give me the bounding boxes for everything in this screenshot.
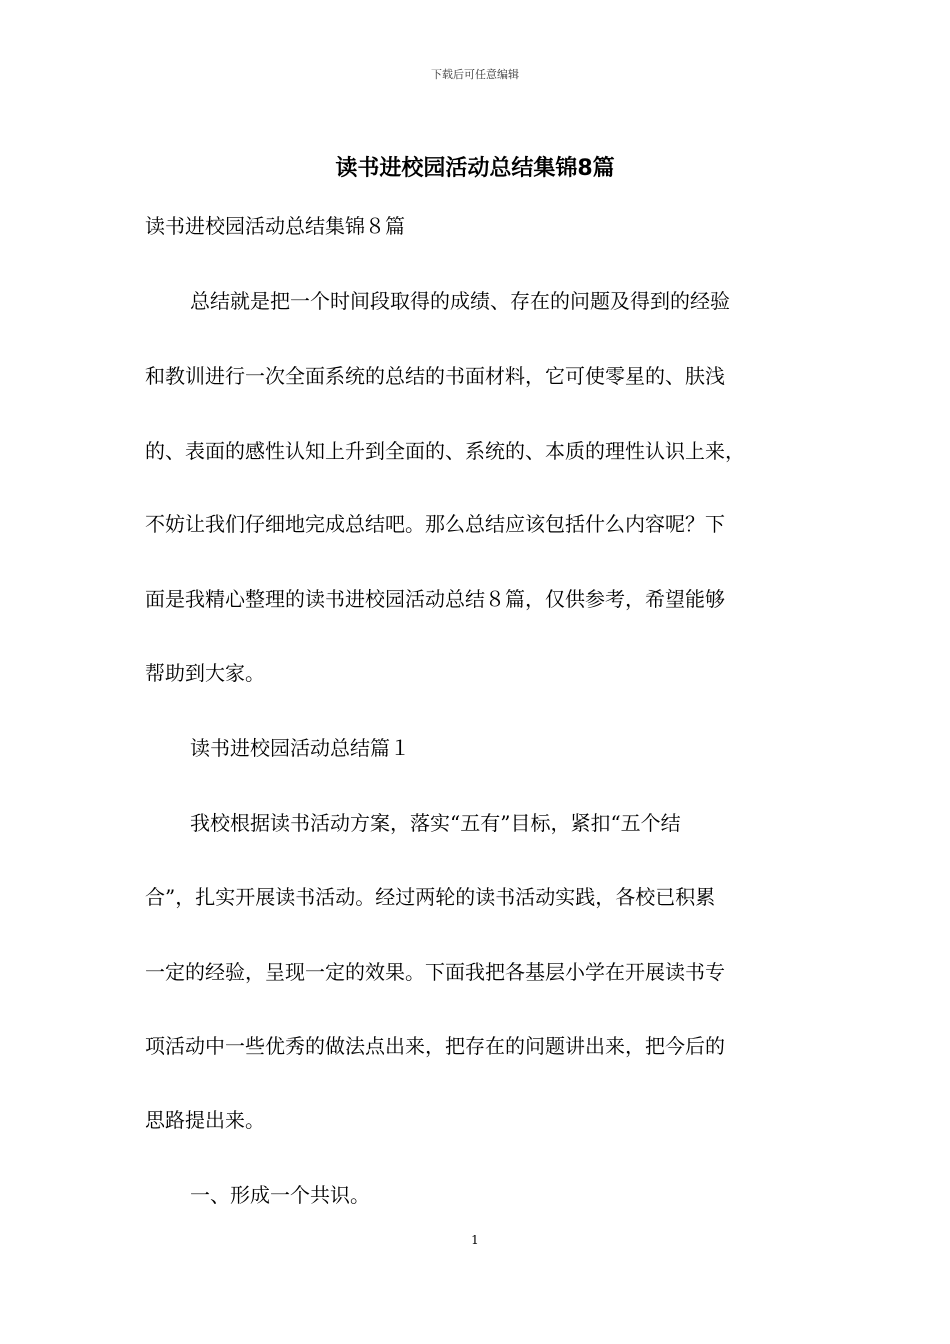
document-title: 读书进校园活动总结集锦8篇 xyxy=(335,156,615,181)
header-note: 下载后可任意编辑 xyxy=(431,68,519,81)
paragraph-line: 合”，扎实开展读书活动。经过两轮的读书活动实践，各校已积累 xyxy=(145,885,716,909)
subsection-heading: 一、形成一个共识。 xyxy=(190,1183,370,1207)
paragraph-line: 帮助到大家。 xyxy=(145,661,265,685)
paragraph-line: 和教训进行一次全面系统的总结的书面材料，它可使零星的、肤浅 xyxy=(145,364,725,388)
paragraph-line: 项活动中一些优秀的做法点出来，把存在的问题讲出来，把今后的 xyxy=(145,1034,725,1058)
page-number: 1 xyxy=(471,1233,479,1247)
document-subtitle: 读书进校园活动总结集锦８篇 xyxy=(145,214,405,238)
section-heading: 读书进校园活动总结篇１ xyxy=(190,736,410,760)
paragraph-line: 的、表面的感性认知上升到全面的、系统的、本质的理性认识上来， xyxy=(145,439,745,463)
paragraph-line: 不妨让我们仔细地完成总结吧。那么总结应该包括什么内容呢？下 xyxy=(145,512,725,536)
paragraph-line: 我校根据读书活动方案，落实“五有”目标，紧扣“五个结 xyxy=(190,811,681,835)
paragraph-line: 思路提出来。 xyxy=(145,1108,265,1132)
paragraph-line: 面是我精心整理的读书进校园活动总结８篇，仅供参考，希望能够 xyxy=(145,587,725,611)
paragraph-line: 一定的经验，呈现一定的效果。下面我把各基层小学在开展读书专 xyxy=(145,960,725,984)
paragraph-line: 总结就是把一个时间段取得的成绩、存在的问题及得到的经验 xyxy=(190,289,730,313)
